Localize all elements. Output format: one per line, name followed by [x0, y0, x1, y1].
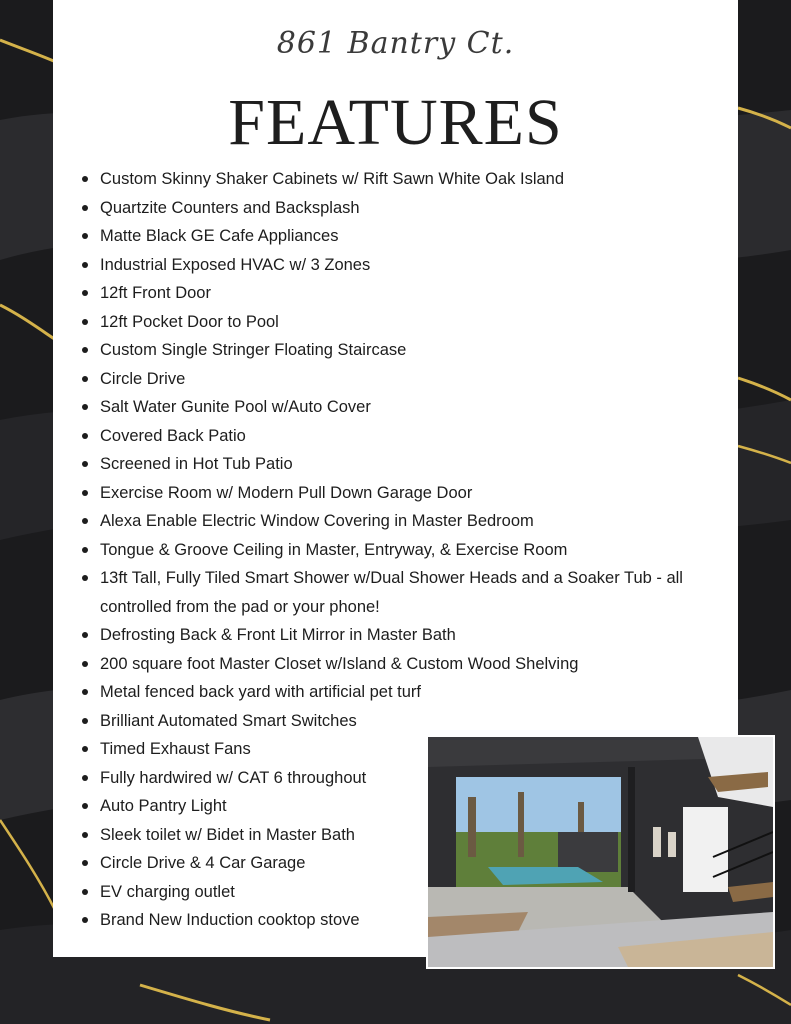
list-item: 12ft Front Door [80, 279, 720, 308]
list-item: Brilliant Automated Smart Switches [80, 707, 720, 736]
list-item: Matte Black GE Cafe Appliances [80, 222, 720, 251]
list-item: Exercise Room w/ Modern Pull Down Garage Door [80, 479, 720, 508]
list-item: Covered Back Patio [80, 422, 720, 451]
list-item: Circle Drive & 4 Car Garage [80, 849, 720, 878]
property-address: 861 Bantry Ct. [276, 26, 515, 61]
list-item: Timed Exhaust Fans [80, 735, 720, 764]
list-item: 200 square foot Master Closet w/Island & Custom Wood Shelving [80, 650, 720, 679]
list-item: Metal fenced back yard with artificial pet turf [80, 678, 720, 707]
list-item: Defrosting Back & Front Lit Mirror in Master Bath [80, 621, 720, 650]
list-item: 13ft Tall, Fully Tiled Smart Shower w/Dual Shower Heads and a Soaker Tub - all controlled from the pad or your phone! [80, 564, 720, 621]
list-item: Salt Water Gunite Pool w/Auto Cover [80, 393, 720, 422]
list-item: Custom Single Stringer Floating Staircase [80, 336, 720, 365]
list-item: Custom Skinny Shaker Cabinets w/ Rift Sawn White Oak Island [80, 165, 720, 194]
list-item: Industrial Exposed HVAC w/ 3 Zones [80, 251, 720, 280]
list-item: Sleek toilet w/ Bidet in Master Bath [80, 821, 720, 850]
list-item: EV charging outlet [80, 878, 720, 907]
page-title: FEATURES [228, 86, 563, 159]
list-item: Circle Drive [80, 365, 720, 394]
interior-pool-photo [426, 735, 775, 969]
list-item: Screened in Hot Tub Patio [80, 450, 720, 479]
list-item: Tongue & Groove Ceiling in Master, Entryway, & Exercise Room [80, 536, 720, 565]
list-item: 12ft Pocket Door to Pool [80, 308, 720, 337]
list-item: Alexa Enable Electric Window Covering in Master Bedroom [80, 507, 720, 536]
list-item: Fully hardwired w/ CAT 6 throughout [80, 764, 720, 793]
list-item: Quartzite Counters and Backsplash [80, 194, 720, 223]
list-item: Auto Pantry Light [80, 792, 720, 821]
list-item: Brand New Induction cooktop stove [80, 906, 720, 935]
